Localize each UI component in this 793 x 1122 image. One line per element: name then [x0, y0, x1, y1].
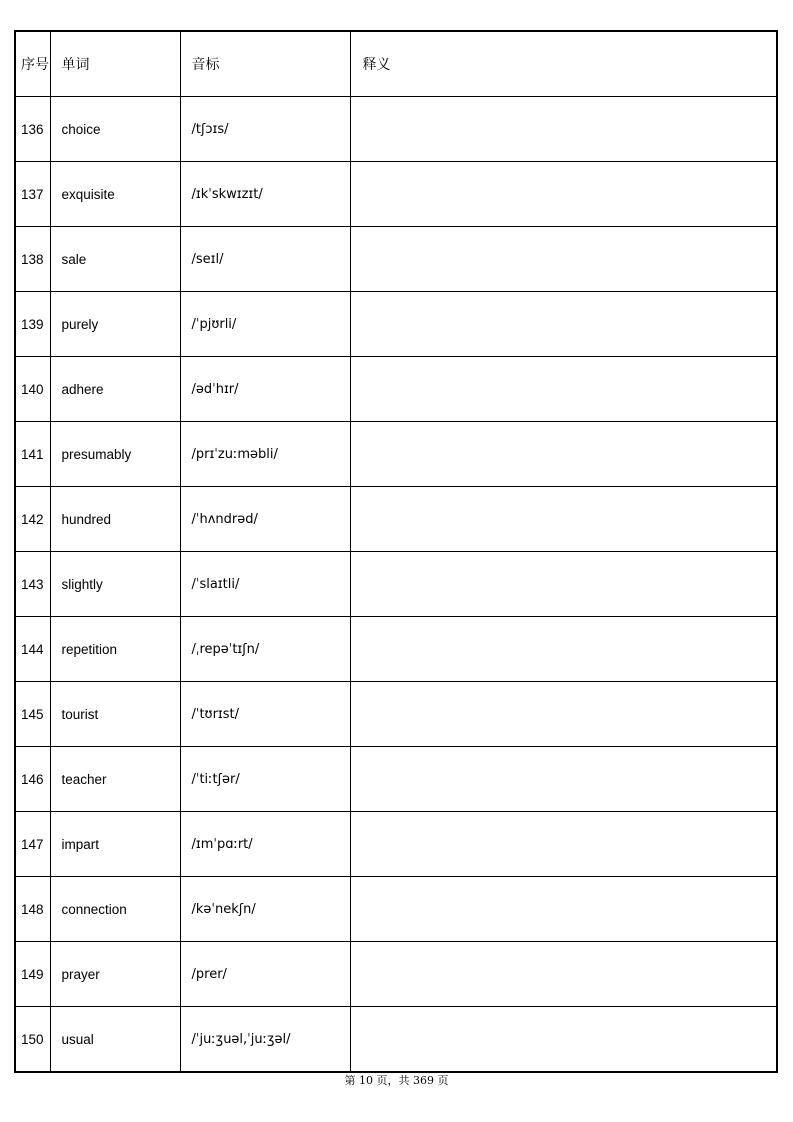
row-phonetic: /ˈslaɪtli/ — [180, 552, 350, 617]
row-phonetic: /ˈtʊrɪst/ — [180, 682, 350, 747]
row-phonetic: /ˌrepəˈtɪʃn/ — [180, 617, 350, 682]
row-number: 142 — [15, 487, 50, 552]
table-row — [15, 162, 777, 227]
row-phonetic: /kəˈnekʃn/ — [180, 877, 350, 942]
row-definition — [350, 357, 777, 422]
row-word: connection — [50, 877, 180, 942]
row-phonetic: /ədˈhɪr/ — [180, 357, 350, 422]
row-word: impart — [50, 812, 180, 877]
row-definition — [350, 682, 777, 747]
table-row — [15, 747, 777, 812]
row-number: 139 — [15, 292, 50, 357]
row-phonetic: /ˈjuːʒuəl,ˈjuːʒəl/ — [180, 1007, 350, 1073]
header-word: 单词 — [50, 31, 180, 97]
row-phonetic: /tʃɔɪs/ — [180, 97, 350, 162]
row-number: 148 — [15, 877, 50, 942]
row-definition — [350, 487, 777, 552]
row-number: 136 — [15, 97, 50, 162]
table-row — [15, 812, 777, 877]
table-row — [15, 487, 777, 552]
table-row — [15, 97, 777, 162]
header-phonetic: 音标 — [180, 31, 350, 97]
row-definition — [350, 162, 777, 227]
page-footer: 第 10 页，共 369 页 — [344, 1074, 449, 1087]
row-word: purely — [50, 292, 180, 357]
row-number: 145 — [15, 682, 50, 747]
table-row — [15, 422, 777, 487]
row-number: 146 — [15, 747, 50, 812]
table-row — [15, 682, 777, 747]
table-row — [15, 227, 777, 292]
row-definition — [350, 422, 777, 487]
row-phonetic: /ˈhʌndrəd/ — [180, 487, 350, 552]
row-number: 140 — [15, 357, 50, 422]
row-definition — [350, 812, 777, 877]
row-phonetic: /seɪl/ — [180, 227, 350, 292]
row-phonetic: /ˈpjʊrli/ — [180, 292, 350, 357]
row-number: 149 — [15, 942, 50, 1007]
row-number: 138 — [15, 227, 50, 292]
row-definition — [350, 617, 777, 682]
table-row — [15, 1007, 777, 1073]
row-number: 150 — [15, 1007, 50, 1073]
table-body — [15, 97, 777, 1073]
table-row — [15, 357, 777, 422]
row-word: prayer — [50, 942, 180, 1007]
row-number: 143 — [15, 552, 50, 617]
row-phonetic: /prɪˈzuːməbli/ — [180, 422, 350, 487]
row-number: 147 — [15, 812, 50, 877]
header-number: 序号 — [15, 31, 50, 97]
row-word: usual — [50, 1007, 180, 1073]
table-row — [15, 552, 777, 617]
table-row — [15, 292, 777, 357]
row-definition — [350, 552, 777, 617]
row-word: choice — [50, 97, 180, 162]
row-number: 144 — [15, 617, 50, 682]
row-word: adhere — [50, 357, 180, 422]
row-definition — [350, 942, 777, 1007]
row-word: exquisite — [50, 162, 180, 227]
table-row — [15, 617, 777, 682]
row-phonetic: /prer/ — [180, 942, 350, 1007]
row-definition — [350, 747, 777, 812]
row-number: 137 — [15, 162, 50, 227]
row-word: presumably — [50, 422, 180, 487]
row-definition — [350, 877, 777, 942]
row-phonetic: /ɪkˈskwɪzɪt/ — [180, 162, 350, 227]
row-word: slightly — [50, 552, 180, 617]
header-definition: 释义 — [350, 31, 777, 97]
row-word: hundred — [50, 487, 180, 552]
table-row — [15, 877, 777, 942]
row-number: 141 — [15, 422, 50, 487]
row-definition — [350, 1007, 777, 1073]
row-phonetic: /ˈtiːtʃər/ — [180, 747, 350, 812]
vocabulary-table — [14, 30, 778, 1073]
table-header-row — [15, 31, 777, 97]
row-phonetic: /ɪmˈpɑːrt/ — [180, 812, 350, 877]
row-definition — [350, 227, 777, 292]
row-word: sale — [50, 227, 180, 292]
row-definition — [350, 97, 777, 162]
table-row — [15, 942, 777, 1007]
row-word: teacher — [50, 747, 180, 812]
row-word: tourist — [50, 682, 180, 747]
row-word: repetition — [50, 617, 180, 682]
row-definition — [350, 292, 777, 357]
